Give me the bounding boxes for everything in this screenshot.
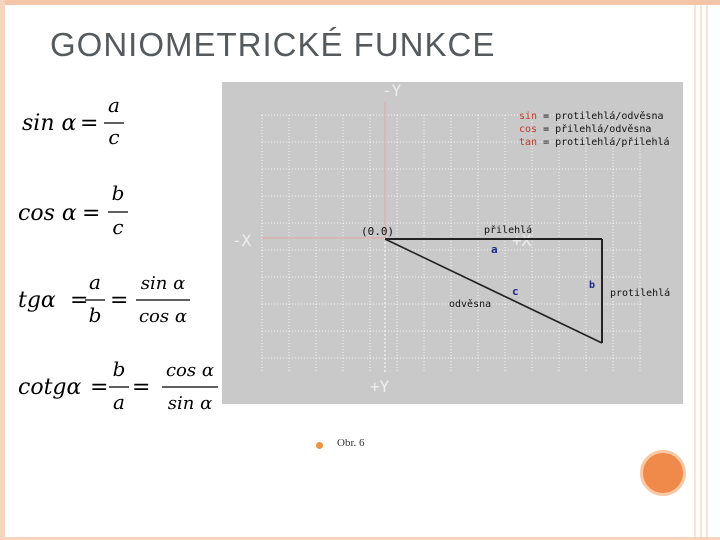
figure-caption: Obr. 6 [337,437,365,449]
slide-frame-left [0,0,5,540]
formula-cotg [18,357,218,414]
formula-cotg-eq1: = [90,375,109,400]
axis-label-pos-y: +Y [370,377,390,396]
formula-tg-num2: sin α [140,273,186,294]
formula-cos-lhs: cos α [18,201,77,226]
formula-sin [22,93,124,149]
formula-cos-eq: = [82,201,101,226]
formula-cotg-num1: b [112,357,126,381]
label-prilehla: přilehlá [484,225,533,236]
legend-cos-text: = přilehlá/odvěsna [537,124,652,135]
formula-tg-eq1: = [70,288,89,313]
decorative-orb [640,450,686,496]
side-label-a: a [491,243,498,256]
formula-cos-den: c [112,215,124,239]
legend-tan-fn: tan [519,137,538,148]
bullet-icon [316,442,323,449]
formula-sin-lhs: sin α [22,111,77,136]
formula-cotg-den1: a [113,390,125,414]
side-label-b: b [589,280,596,291]
legend-cos-fn: cos [519,124,538,135]
axis-label-neg-y: -Y [382,82,402,100]
formula-cotg-eq2: = [132,375,151,400]
formula-tg-lhs: tgα [18,288,56,313]
formula-tg-num1: a [89,270,101,294]
legend-sin [519,110,664,122]
formula-tg-eq2: = [110,288,129,313]
formula-cos [18,181,128,239]
formula-list [18,86,228,426]
formula-sin-num: a [108,93,120,117]
formula-cotg-num2: cos α [165,360,215,381]
label-odvesna: odvěsna [449,299,492,310]
dotted-grid [262,115,642,372]
formula-cotg-lhs: cotgα [18,375,82,400]
formula-tg-den1: b [88,303,102,327]
legend-sin-text: = protilehlá/odvěsna [537,111,664,122]
legend-sin-fn: sin [519,111,538,122]
origin-label: (0.0) [361,225,395,238]
decorative-frame-lines [692,0,712,540]
formula-cotg-den2: sin α [167,393,213,414]
formula-sin-eq: = [80,111,99,136]
formula-tg [18,270,190,327]
axis-label-neg-x: -X [232,231,252,250]
axis-label-pos-x: +X [512,231,532,250]
legend-tan-text: = protilehlá/přilehlá [537,137,670,148]
slide-frame-top [0,0,720,5]
legend-cos [519,123,651,135]
legend-tan [519,136,670,148]
formula-cos-num: b [111,181,125,205]
label-protilehla: protilehlá [610,288,671,299]
slide-title: GONIOMETRICKÉ FUNKCE [50,26,496,63]
triangle-figure [222,82,683,404]
formula-tg-den2: cos α [138,306,188,327]
formula-sin-den: c [108,125,120,149]
side-label-c: c [512,285,519,298]
triangle-diagram [222,82,683,404]
